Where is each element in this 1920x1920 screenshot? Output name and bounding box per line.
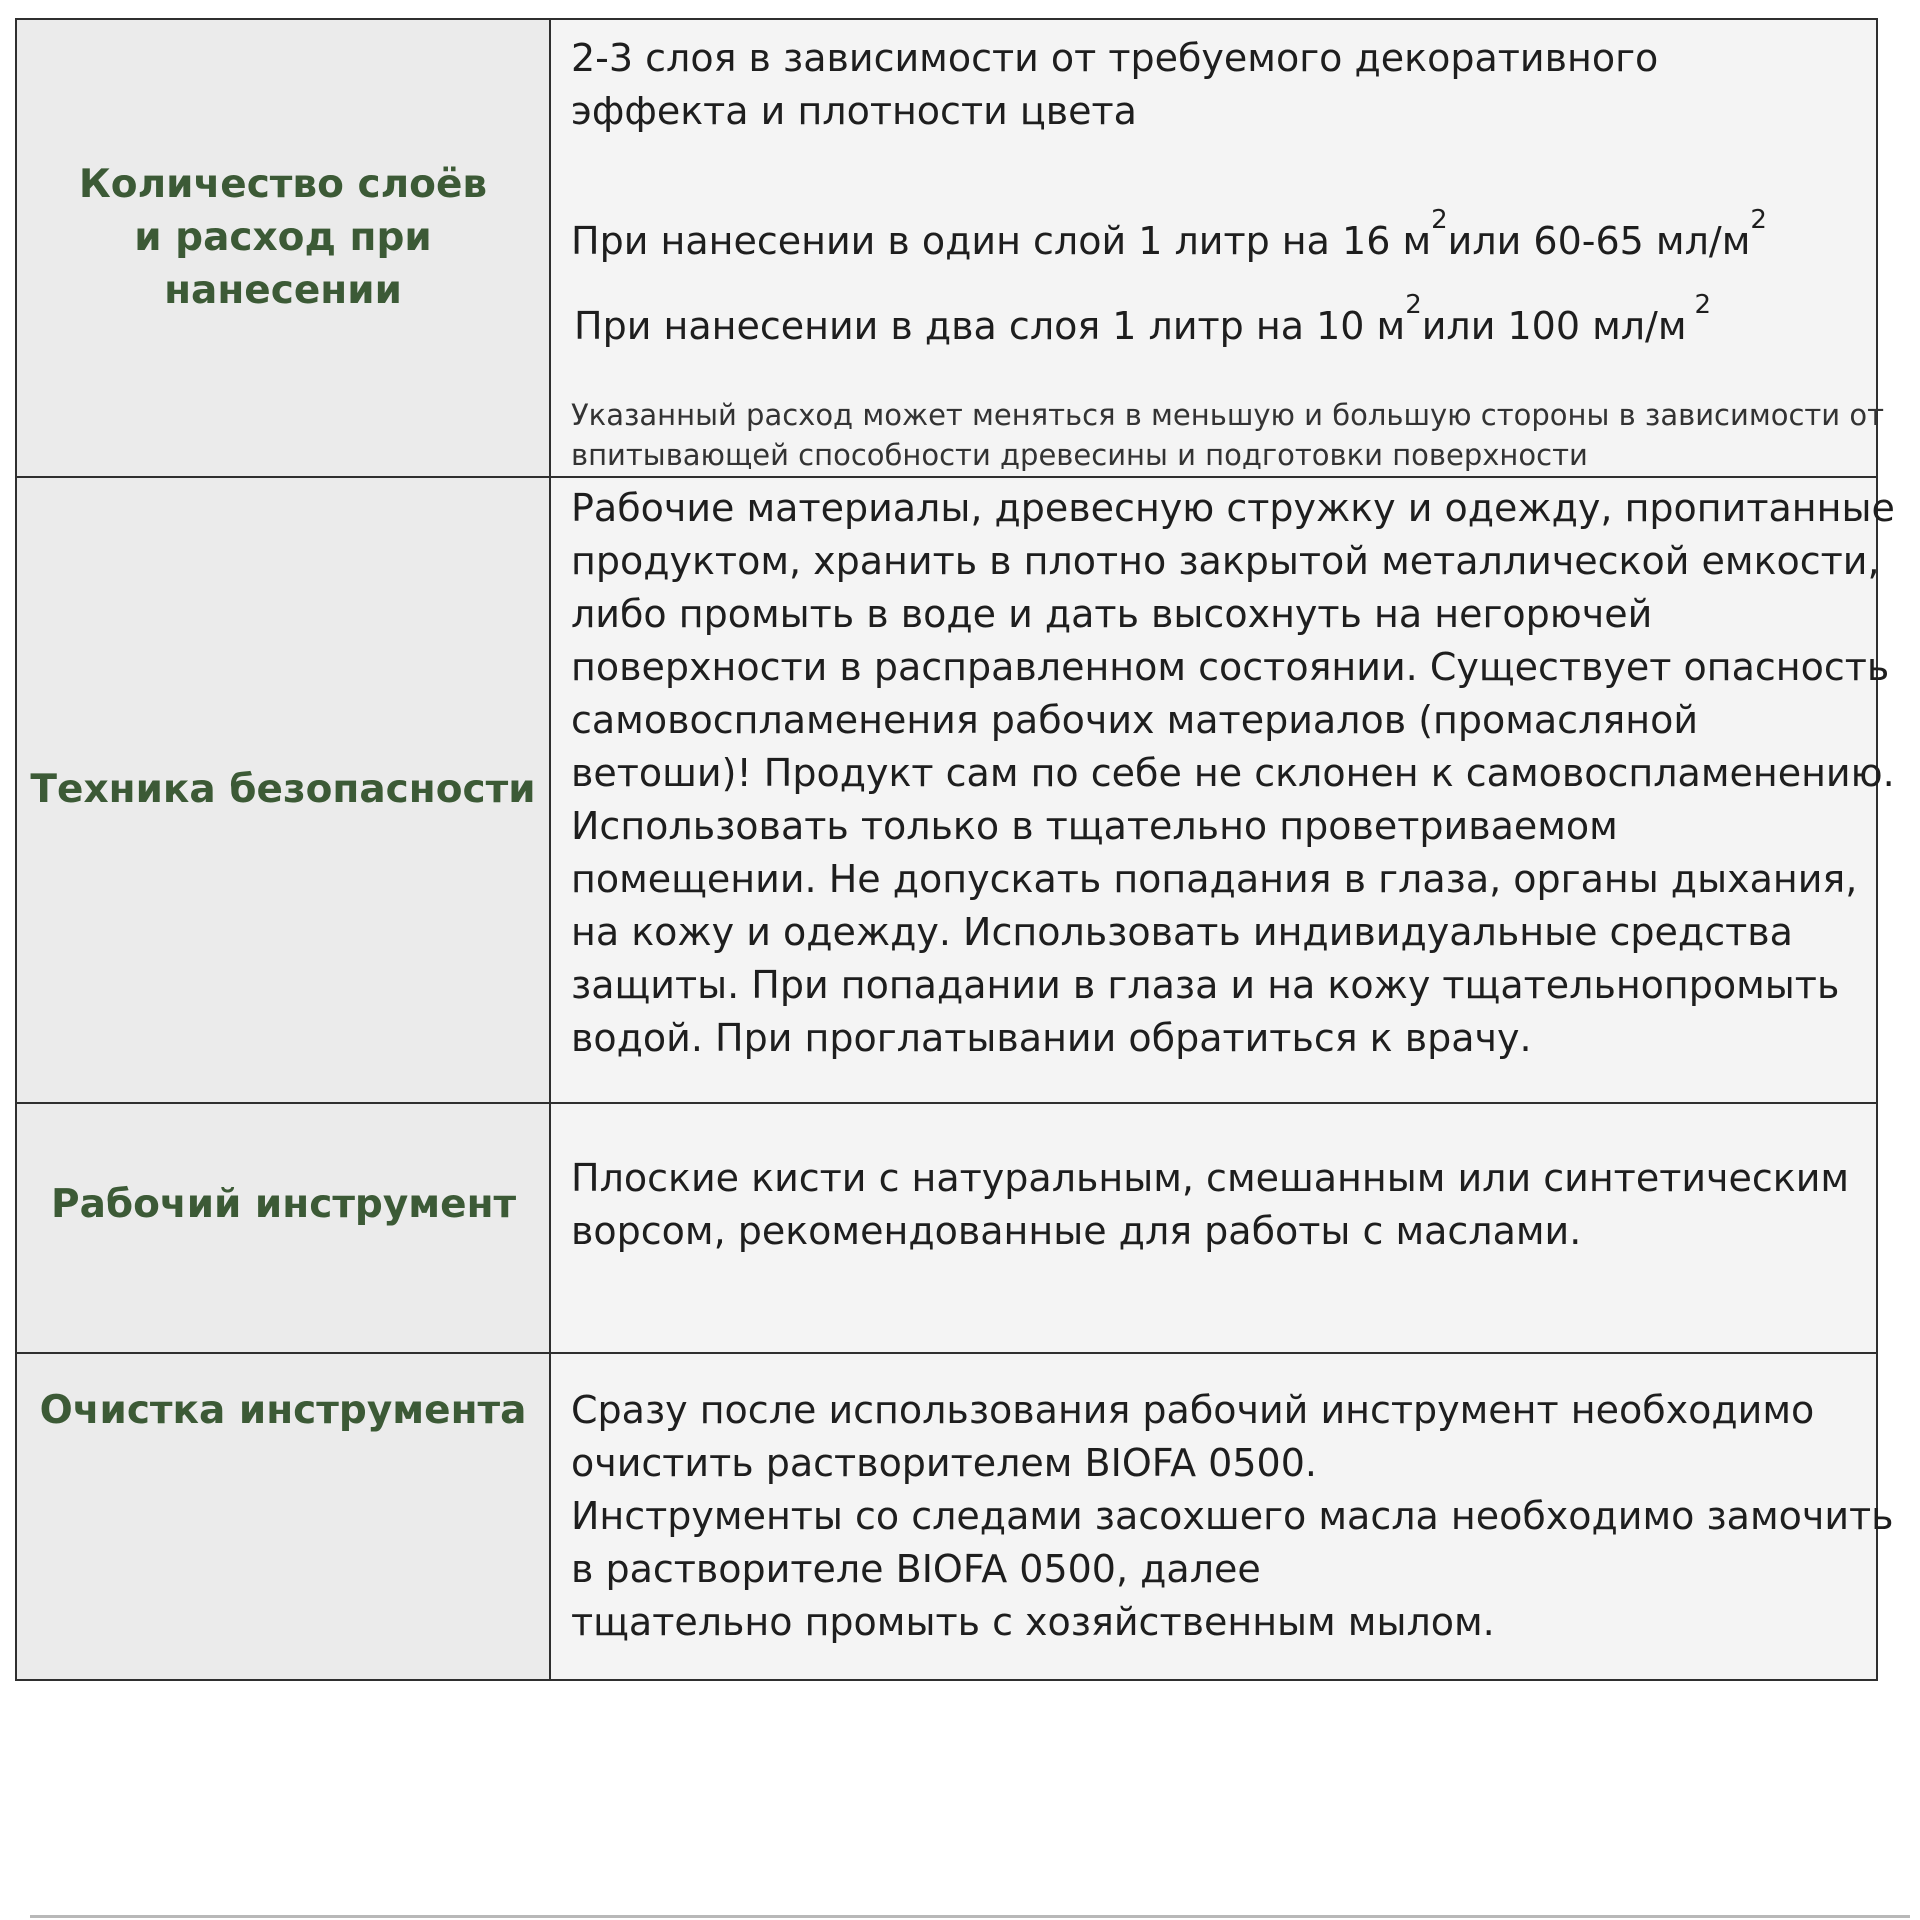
value-line: помещении. Не допускать попадания в глаза, органы дыхания, [571, 857, 1858, 901]
superscript: 2 [1405, 290, 1422, 320]
two-coat-consumption [574, 290, 1876, 358]
value-line: Сразу после использования рабочий инструмент необходимо [571, 1388, 1815, 1432]
value-line: на кожу и одежду. Использовать индивидуальные средства [571, 910, 1793, 954]
value-line: поверхности в расправленном состоянии. Существует опасность [571, 645, 1890, 689]
value-line: 2-3 слоя в зависимости от требуемого декоративного [571, 36, 1659, 80]
value-line: очистить растворителем BIOFA 0500. [571, 1441, 1317, 1485]
tool-text [571, 1152, 1876, 1258]
value-line: в растворителе BIOFA 0500, далее [571, 1547, 1261, 1591]
value-line: Использовать только в тщательно проветриваемом [571, 804, 1618, 848]
value-text: При нанесении в два слоя 1 литр на 10 м [574, 304, 1406, 348]
cleaning-text [571, 1384, 1894, 1649]
footer-divider [30, 1915, 1910, 1918]
value-line: самовоспламенения рабочих материалов (промасляной [571, 698, 1699, 742]
value-line: Плоские кисти с натуральным, смешанным или синтетическим [571, 1156, 1850, 1200]
value-cell [550, 1103, 1877, 1353]
table-row [16, 477, 1877, 1103]
value-line: Рабочие материалы, древесную стружку и одежду, пропитанные [571, 486, 1895, 530]
value-line: тщательно промыть с хозяйственным мылом. [571, 1600, 1495, 1644]
value-cell [550, 477, 1895, 1103]
value-cell [550, 19, 1885, 477]
row-label: Техника безопасности [30, 767, 536, 812]
consumption-note [571, 395, 1885, 475]
value-line: ворсом, рекомендованные для работы с маслами. [571, 1209, 1582, 1253]
value-line: ветоши)! Продукт сам по себе не склонен к самовоспламенению. [571, 751, 1895, 795]
value-line: либо промыть в воде и дать высохнуть на негорючей [571, 592, 1653, 636]
note-line: впитывающей способности древесины и подготовки поверхности [571, 438, 1588, 472]
one-coat-consumption [571, 205, 1876, 273]
label-cell [16, 1103, 550, 1353]
row-label: Очистка инструмента [39, 1388, 527, 1433]
safety-text [571, 482, 1895, 1065]
value-line: защиты. При попадании в глаза и на кожу тщательнопромыть [571, 963, 1840, 1007]
value-line: продуктом, хранить в плотно закрытой металлической емкости, [571, 539, 1880, 583]
note-line: Указанный расход может меняться в меньшую и большую стороны в зависимости от [571, 398, 1885, 432]
superscript: 2 [1694, 290, 1712, 320]
value-line: эффекта и плотности цвета [571, 89, 1137, 133]
table-row [16, 19, 1877, 477]
label-cell [16, 1353, 550, 1680]
row-label-line: и расход при нанесении [134, 215, 432, 313]
consumption-intro [571, 32, 1876, 138]
superscript: 2 [1750, 205, 1767, 235]
row-label [17, 158, 549, 317]
row-label: Рабочий инструмент [51, 1182, 517, 1227]
label-cell [16, 19, 550, 477]
value-text: При нанесении в один слой 1 литр на 16 м [571, 219, 1432, 263]
value-line: Инструменты со следами засохшего масла необходимо замочить [571, 1494, 1894, 1538]
label-cell [16, 477, 550, 1103]
table-row [16, 1353, 1877, 1680]
value-line: водой. При проглатывании обратиться к врачу. [571, 1016, 1532, 1060]
superscript: 2 [1431, 205, 1448, 235]
value-text: или 100 мл/м [1421, 304, 1687, 348]
specification-table [15, 18, 1895, 1681]
row-label-line: Количество слоёв [78, 162, 488, 207]
value-cell [550, 1353, 1894, 1680]
value-text: или 60-65 мл/м [1447, 219, 1751, 263]
table-row [16, 1103, 1877, 1353]
